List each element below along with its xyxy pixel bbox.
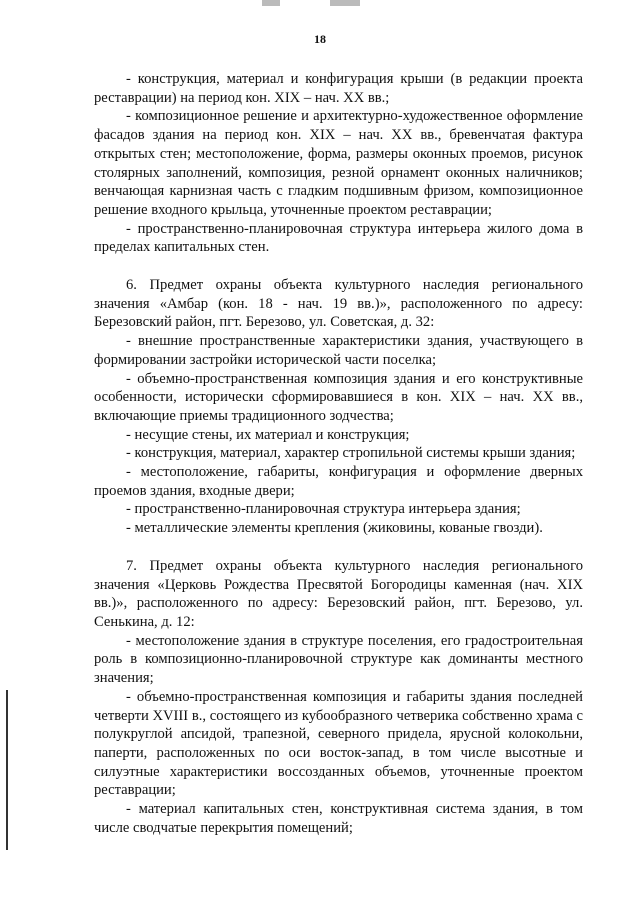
scan-artifact bbox=[262, 0, 280, 6]
document-body bbox=[94, 70, 583, 837]
section-heading-paragraph: 6. Предмет охраны объекта культурного наследия регионального значения «Амбар (кон. 18 - нач. 19 вв.)», расположенного по адресу: Березовский район, пгт. Березово, ул. Советская, д. 32: bbox=[94, 277, 583, 331]
paragraph: - материал капитальных стен, конструктивная система здания, в том числе сводчатые перекрытия помещений; bbox=[94, 801, 583, 836]
section-heading-paragraph: 7. Предмет охраны объекта культурного наследия регионального значения «Церковь Рождества Пресвятой Богородицы каменная (нач. XIX вв.)», расположенного по адресу: Березовский район, пгт. Березово, ул. Сенькина, д. 12: bbox=[94, 557, 583, 630]
scan-edge-line bbox=[6, 690, 8, 850]
paragraph: - местоположение здания в структуре поселения, его градостроительная роль в композиционно-планировочной структуре как доминанты местного значения; bbox=[94, 632, 583, 687]
paragraph: - металлические элементы крепления (жиковины, кованые гвозди). bbox=[126, 520, 543, 537]
paragraph: - внешние пространственные характеристики здания, участвующего в формировании застройки исторической части поселка; bbox=[94, 333, 583, 368]
paragraph: - объемно-пространственная композиция здания и его конструктивные особенности, исторически сформировавшиеся в кон. XIX – нач. XX вв., включающие приемы традиционного зодчества; bbox=[94, 370, 583, 424]
paragraph: - пространственно-планировочная структура интерьера жилого дома в пределах капитальных стен. bbox=[94, 220, 583, 256]
paragraph: - композиционное решение и архитектурно-художественное оформление фасадов здания на период кон. XIX – нач. XX вв., бревенчатая фактура открытых стен; местоположение, форма, размеры оконных проемов, рисунок столярных заполнений, композиция, резной орнамент оконных наличников; венчающая карнизная часть с гладким подшивным фризом, композиционное решение входного крыльца, уточненные проектом реставрации; bbox=[94, 108, 583, 218]
paragraph: - несущие стены, их материал и конструкция; bbox=[126, 426, 410, 443]
page-number: 18 bbox=[314, 32, 326, 46]
paragraph: - местоположение, габариты, конфигурация и оформление дверных проемов здания, входные двери; bbox=[94, 464, 583, 499]
scan-artifact bbox=[330, 0, 360, 6]
paragraph: - пространственно-планировочная структура интерьера здания; bbox=[126, 501, 521, 518]
paragraph: - конструкция, материал и конфигурация крыши (в редакции проекта реставрации) на период кон. XIX – нач. XX вв.; bbox=[94, 71, 583, 106]
paragraph: - объемно-пространственная композиция и габариты здания последней четверти XVIII в., состоящего из кубообразного четверика собственно храма с полукруглой апсидой, трапезной, северного придела, ярусной колокольни, паперти, расположенных по оси восток-запад, в том числе высотные и силуэтные характеристики воссозданных объемов, уточненные проектом реставрации; bbox=[94, 688, 583, 799]
paragraph: - конструкция, материал, характер стропильной системы крыши здания; bbox=[126, 445, 576, 462]
